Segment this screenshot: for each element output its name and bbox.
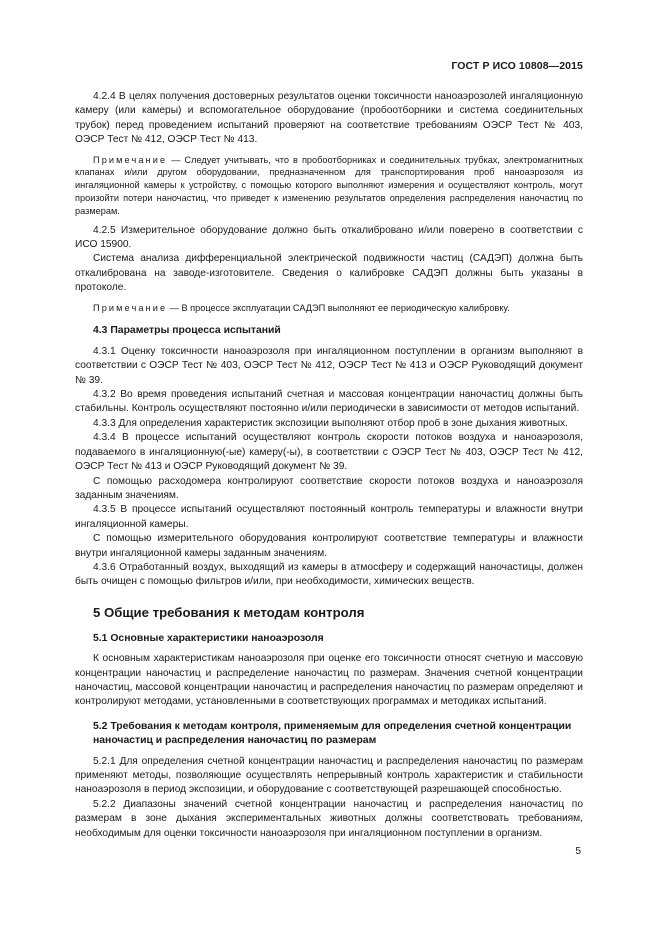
paragraph-5-1: К основным характеристикам наноаэрозоля при оценке его токсичности относят счетную и массовую концентрации наночастиц и распределение наночастиц по размерам. Значения счетной концентрации наночастиц, массовой концентрации наночастиц и распределения наночастиц по размерам определяют и контролируют методами, установленными в соответствующих программах и методиках испытаний.	[75, 653, 583, 708]
paragraph-4-3-5: 4.3.5 В процессе испытаний осуществляют постоянный контроль температуры и влажности внутри ингаляционной камеры.	[75, 504, 583, 530]
paragraph-4-3-4: 4.3.4 В процессе испытаний осуществляют контроль скорости потоков воздуха и наноаэрозоля, подаваемого в ингаляционную(-ые) камеру(-ы), в соответствии с ОЭСР Тест № 403, ОЭСР Тест № 412, ОЭСР Тест № 413 и ОЭСР Руководящий документ № 39.	[75, 432, 583, 473]
standard-header: ГОСТ Р ИСО 10808—2015	[451, 60, 583, 72]
note-1	[75, 154, 583, 218]
note-text: — Следует учитывать, что в пробоотборниках и соединительных трубках, электромагнитных клапанах и/или другом оборудовании, предназначенном для транспортирования проб наноаэрозоля из ингаляционной камеры к устройству, с помощью которого выполняют измерения и осуществляют контроль, могут произойти потери наночастиц, что приведет к изменению результатов определения распределения наночастиц по размерам.	[75, 154, 583, 216]
heading-section-5: 5 Общие требования к методам контроля	[93, 604, 365, 620]
note-label: Примечание	[93, 302, 168, 313]
heading-4-3: 4.3 Параметры процесса испытаний	[93, 325, 281, 337]
paragraph-4-2-5: 4.2.5 Измерительное оборудование должно быть откалибровано и/или поверено в соответствии с ИСО 15900.	[75, 224, 583, 251]
heading-5-2: 5.2 Требования к методам контроля, применяемым для определения счетной концентрации наночастиц и распределения наночастиц по размерам	[93, 720, 572, 747]
note-2	[75, 302, 583, 315]
note-text: — В процессе эксплуатации САДЭП выполняют ее периодическую калибровку.	[167, 302, 510, 313]
paragraph-4-3-3: 4.3.3 Для определения характеристик экспозиции выполняют отбор проб в зоне дыхания животных.	[93, 417, 568, 429]
paragraph-4-3-1: 4.3.1 Оценку токсичности наноаэрозоля при ингаляционном поступлении в организм выполняют в соответствии с ОЭСР Тест № 403, ОЭСР Тест № 412, ОЭСР Тест № 413 и ОЭСР Руководящий документ № 39.	[75, 345, 583, 386]
paragraph-4-3-5-measuring: С помощью измерительного оборудования контролируют соответствие температуры и влажности внутри ингаляционной камеры заданным значениям.	[75, 533, 583, 559]
paragraph-4-2-4: 4.2.4 В целях получения достоверных результатов оценки токсичности наноаэрозолей ингаляционную камеру (или камеры) и вспомогательное оборудование (пробоотборники и система соединительных трубок) перед проведением испытаний проверяют на соответствие требованиям ОЭСР Тест № 403, ОЭСР Тест № 412, ОЭСР Тест № 413.	[75, 91, 583, 146]
paragraph-5-2-1: 5.2.1 Для определения счетной концентрации наночастиц и распределения наночастиц по размерам применяют методы, позволяющие осуществлять непрерывный контроль характеристик и стабильности наноаэрозоля в период экспозиции, и оборудование с соответствующей разрешающей способностью.	[75, 755, 583, 796]
note-label: Примечание	[93, 154, 168, 165]
page-content	[75, 90, 583, 841]
paragraph-4-2-5-calibration: Система анализа дифференциальной электрической подвижности частиц (САДЭП) должна быть откалибрована на заводе-изготовителе. Сведения о калибровке САДЭП должны быть указаны в протоколе.	[75, 253, 583, 294]
paragraph-4-3-2: 4.3.2 Во время проведения испытаний счетная и массовая концентрации наночастиц должны быть стабильны. Контроль осуществляют постоянно и/или периодически в зависимости от методов испытаний.	[75, 389, 583, 415]
page-number: 5	[575, 846, 581, 857]
paragraph-5-2-2: 5.2.2 Диапазоны значений счетной концентрации наночастиц и распределения наночастиц по размерам в зоне дыхания экспериментальных животных должны соответствовать требованиям, необходимым для оценки токсичности наноаэрозоля при ингаляционном поступлении в организм.	[75, 798, 583, 839]
heading-5-1: 5.1 Основные характеристики наноаэрозоля	[93, 632, 324, 644]
paragraph-4-3-6: 4.3.6 Отработанный воздух, выходящий из камеры в атмосферу и содержащий наночастицы, должен быть очищен с помощью фильтров и/или, при необходимости, химических веществ.	[75, 561, 583, 588]
paragraph-4-3-4-flowmeter: С помощью расходомера контролируют соответствие скорости потоков воздуха и наноаэрозоля заданным значениям.	[75, 475, 583, 501]
